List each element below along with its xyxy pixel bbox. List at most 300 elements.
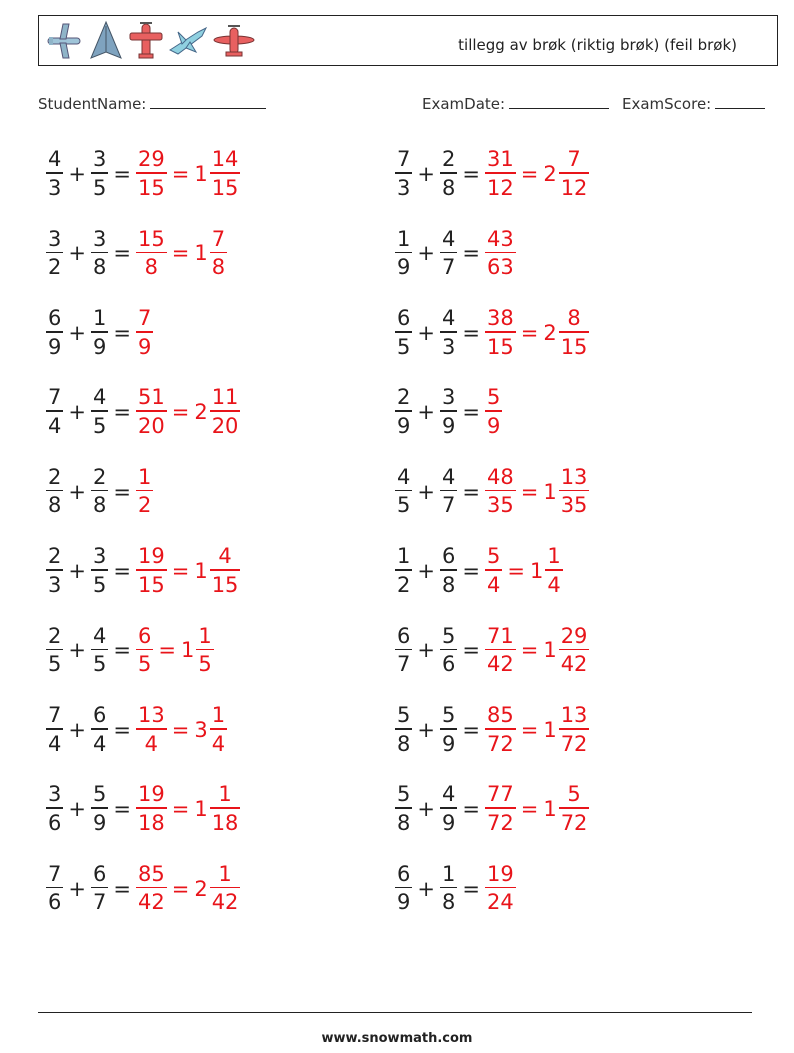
- problem-item: [395, 301, 589, 365]
- plus-sign: +: [417, 162, 435, 186]
- sum-fraction-denominator: 15: [486, 334, 514, 359]
- equals-sign: =: [171, 876, 190, 901]
- addend-fraction-denominator: 7: [441, 493, 456, 518]
- answer: [136, 226, 227, 280]
- exam-score-label: ExamScore:: [622, 95, 712, 113]
- plus-sign: +: [68, 400, 86, 425]
- addend-fraction-numerator: 7: [397, 147, 411, 172]
- equals-sign: =: [462, 241, 480, 266]
- sum-fraction-denominator: 18: [137, 810, 165, 835]
- sum-fraction-numerator: 6: [137, 623, 152, 648]
- mixed-whole: 1: [194, 559, 208, 583]
- answer: [485, 308, 589, 358]
- addend-fraction: [395, 308, 412, 358]
- mixed-denominator: 12: [560, 175, 588, 200]
- equals-sign: =: [171, 400, 190, 425]
- plus-sign: +: [417, 559, 435, 583]
- problem-item: [46, 301, 153, 365]
- sum-fraction-numerator: 43: [486, 226, 514, 251]
- problem-item: [395, 857, 516, 921]
- worksheet-title: tillegg av brøk (riktig brøk) (feil brøk): [458, 36, 737, 54]
- student-name-line: [150, 94, 266, 109]
- addend-fraction-denominator: 7: [397, 652, 411, 677]
- addend-fraction: [46, 623, 63, 677]
- addend-fraction-denominator: 8: [441, 175, 456, 200]
- mixed-denominator: 15: [211, 175, 239, 200]
- addend-fraction-denominator: 6: [48, 810, 62, 835]
- sum-fraction-denominator: 35: [486, 493, 514, 518]
- equals-sign: =: [520, 797, 539, 822]
- addend-fraction-numerator: 3: [48, 782, 62, 807]
- addend-fraction: [395, 705, 412, 755]
- addend-fraction-denominator: 4: [92, 731, 107, 756]
- sum-fraction-numerator: 7: [137, 306, 152, 331]
- equals-sign: =: [171, 162, 190, 186]
- answer: [136, 546, 240, 596]
- sum-fraction-numerator: 71: [486, 623, 514, 648]
- answer: [485, 387, 502, 437]
- problem-item: [46, 777, 240, 841]
- addend-fraction-numerator: 6: [48, 306, 62, 331]
- addend-fraction: [440, 387, 457, 437]
- plus-sign: +: [68, 162, 86, 186]
- addend-fraction-denominator: 5: [397, 493, 411, 518]
- addend-fraction: [395, 623, 412, 677]
- answer: [136, 784, 240, 834]
- problem-item: [395, 142, 589, 206]
- problem-item: [395, 221, 516, 285]
- addend-fraction: [395, 861, 412, 915]
- problem-item: [395, 698, 589, 762]
- sum-fraction-numerator: 51: [137, 385, 165, 410]
- mixed-fraction: [210, 387, 241, 437]
- addend-fraction-numerator: 5: [441, 703, 456, 728]
- addend-fraction-numerator: 6: [92, 861, 107, 886]
- addend-fraction-numerator: 2: [48, 544, 62, 569]
- sum-fraction-numerator: 13: [137, 703, 165, 728]
- sum-fraction-denominator: 4: [486, 572, 501, 597]
- exam-date-field: [422, 94, 609, 113]
- addend-fraction: [395, 546, 412, 596]
- addend-fraction-denominator: 4: [48, 731, 62, 756]
- problem-item: [46, 221, 227, 285]
- addend-fraction-numerator: 5: [92, 782, 107, 807]
- mixed-numerator: 4: [218, 544, 232, 569]
- sum-fraction-numerator: 15: [137, 226, 165, 251]
- mixed-whole: 1: [529, 559, 544, 583]
- problem-item: [46, 460, 153, 524]
- mixed-denominator: 72: [560, 810, 588, 835]
- plus-sign: +: [68, 797, 86, 822]
- addend-fraction: [46, 226, 63, 280]
- sum-fraction-numerator: 19: [137, 782, 165, 807]
- sum-fraction-numerator: 48: [486, 464, 514, 489]
- sum-fraction: [136, 546, 167, 596]
- problem-item: [395, 618, 589, 682]
- equals-sign: =: [520, 162, 539, 186]
- mixed-fraction: [559, 308, 590, 358]
- addend-fraction-numerator: 3: [441, 385, 456, 410]
- mixed-fraction: [210, 546, 241, 596]
- mixed-denominator: 5: [198, 652, 212, 677]
- mixed-numerator: 7: [567, 147, 581, 172]
- answer: [485, 149, 589, 199]
- mixed-fraction: [210, 226, 227, 280]
- addend-fraction-numerator: 6: [441, 544, 456, 569]
- addend-fraction: [395, 226, 412, 280]
- sum-fraction: [136, 308, 153, 358]
- equals-sign: =: [462, 479, 480, 504]
- mixed-numerator: 8: [567, 306, 581, 331]
- answer: [136, 705, 227, 755]
- equals-sign: =: [113, 320, 131, 345]
- mixed-denominator: 15: [560, 334, 588, 359]
- mixed-fraction: [559, 784, 590, 834]
- equals-sign: =: [113, 876, 131, 901]
- equals-sign: =: [462, 320, 480, 345]
- plus-sign: +: [68, 876, 86, 901]
- problem-item: [46, 857, 240, 921]
- addend-fraction: [91, 464, 108, 518]
- sum-fraction: [485, 623, 516, 677]
- addend-fraction-denominator: 9: [397, 413, 411, 438]
- sum-fraction-numerator: 5: [486, 385, 501, 410]
- mixed-numerator: 1: [211, 703, 226, 728]
- addend-fraction-denominator: 3: [397, 175, 411, 200]
- addend-fraction-denominator: 6: [441, 652, 456, 677]
- problem-item: [46, 142, 240, 206]
- plus-sign: +: [68, 241, 86, 266]
- addend-fraction-numerator: 1: [397, 226, 411, 251]
- plus-sign: +: [417, 320, 435, 345]
- addend-fraction-denominator: 3: [48, 175, 62, 200]
- addend-fraction-denominator: 5: [397, 334, 411, 359]
- footer-divider: [38, 1012, 752, 1013]
- answer: [485, 464, 589, 518]
- addend-fraction-numerator: 6: [397, 623, 411, 648]
- sum-fraction: [485, 861, 516, 915]
- addend-fraction-numerator: 2: [48, 464, 62, 489]
- plus-sign: +: [68, 479, 86, 504]
- plus-sign: +: [417, 400, 435, 425]
- sum-fraction: [136, 226, 167, 280]
- sum-fraction-numerator: 5: [486, 544, 501, 569]
- mixed-numerator: 1: [218, 861, 232, 886]
- answer: [136, 861, 240, 915]
- addend-fraction-numerator: 5: [441, 623, 456, 648]
- equals-sign: =: [113, 717, 131, 742]
- addend-fraction-denominator: 8: [92, 493, 107, 518]
- mixed-denominator: 4: [211, 731, 226, 756]
- addend-fraction-denominator: 2: [48, 255, 62, 280]
- mixed-whole: 3: [194, 717, 208, 742]
- addend-fraction: [440, 705, 457, 755]
- equals-sign: =: [507, 559, 525, 583]
- mixed-whole: 2: [194, 400, 208, 425]
- worksheet-header: [38, 15, 778, 66]
- addend-fraction-denominator: 5: [48, 652, 62, 677]
- addend-fraction: [91, 149, 108, 199]
- sum-fraction-denominator: 72: [486, 810, 514, 835]
- plus-sign: +: [417, 479, 435, 504]
- addend-fraction: [91, 705, 108, 755]
- equals-sign: =: [113, 162, 131, 186]
- answer: [136, 464, 153, 518]
- addend-fraction: [91, 308, 108, 358]
- mixed-fraction: [210, 149, 241, 199]
- student-name-field: [38, 94, 266, 113]
- mixed-denominator: 8: [211, 255, 226, 280]
- equals-sign: =: [520, 717, 539, 742]
- addend-fraction-numerator: 5: [397, 703, 411, 728]
- addend-fraction-numerator: 6: [397, 306, 411, 331]
- addend-fraction-numerator: 4: [48, 147, 62, 172]
- biplane-icon: [211, 20, 257, 62]
- addend-fraction: [46, 705, 63, 755]
- equals-sign: =: [520, 479, 539, 504]
- addend-fraction-numerator: 2: [48, 623, 62, 648]
- addend-fraction-denominator: 8: [397, 731, 411, 756]
- mixed-fraction: [559, 705, 590, 755]
- equals-sign: =: [520, 320, 539, 345]
- equals-sign: =: [462, 638, 480, 663]
- sum-fraction-denominator: 42: [486, 652, 514, 677]
- sum-fraction-numerator: 31: [486, 147, 514, 172]
- answer: [136, 387, 240, 437]
- mixed-numerator: 7: [211, 226, 226, 251]
- addend-fraction: [440, 308, 457, 358]
- equals-sign: =: [113, 479, 131, 504]
- addend-fraction-numerator: 2: [441, 147, 456, 172]
- sum-fraction-denominator: 12: [486, 175, 514, 200]
- addend-fraction: [440, 861, 457, 915]
- sum-fraction-denominator: 15: [137, 572, 165, 597]
- addend-fraction: [91, 623, 108, 677]
- addend-fraction-denominator: 7: [441, 255, 456, 280]
- mixed-fraction: [210, 705, 227, 755]
- problem-item: [46, 380, 240, 444]
- addend-fraction: [91, 784, 108, 834]
- problem-item: [46, 618, 214, 682]
- addend-fraction-denominator: 2: [397, 572, 411, 597]
- addend-fraction-numerator: 3: [48, 226, 62, 251]
- addend-fraction-denominator: 9: [441, 413, 456, 438]
- addend-fraction: [440, 546, 457, 596]
- sum-fraction-denominator: 8: [144, 255, 159, 280]
- sum-fraction: [136, 705, 167, 755]
- exam-score-field: [622, 94, 765, 113]
- addend-fraction: [46, 149, 63, 199]
- addend-fraction-denominator: 9: [441, 810, 456, 835]
- mixed-whole: 1: [543, 479, 557, 504]
- sum-fraction-numerator: 85: [486, 703, 514, 728]
- exam-score-line: [715, 94, 765, 109]
- addend-fraction: [46, 308, 63, 358]
- plus-sign: +: [417, 797, 435, 822]
- mixed-denominator: 15: [211, 572, 239, 597]
- sum-fraction: [485, 784, 516, 834]
- equals-sign: =: [113, 400, 131, 425]
- plus-sign: +: [417, 717, 435, 742]
- addend-fraction-denominator: 3: [48, 572, 62, 597]
- sum-fraction-denominator: 20: [137, 413, 165, 438]
- equals-sign: =: [113, 559, 131, 583]
- mixed-fraction: [559, 149, 590, 199]
- mixed-fraction: [196, 623, 213, 677]
- sum-fraction: [136, 861, 167, 915]
- jet-icon: [88, 20, 124, 62]
- mixed-whole: 1: [543, 797, 557, 822]
- plus-sign: +: [68, 717, 86, 742]
- sum-fraction-denominator: 2: [137, 493, 152, 518]
- sum-fraction-denominator: 15: [137, 175, 165, 200]
- sum-fraction: [485, 705, 516, 755]
- airplane-icon: [43, 20, 85, 62]
- addend-fraction: [395, 464, 412, 518]
- addend-fraction-numerator: 1: [441, 861, 456, 886]
- addend-fraction-denominator: 8: [92, 255, 107, 280]
- addend-fraction-denominator: 5: [92, 572, 107, 597]
- exam-date-line: [509, 94, 609, 109]
- addend-fraction-denominator: 9: [397, 890, 411, 915]
- addend-fraction-denominator: 5: [92, 652, 107, 677]
- sum-fraction: [485, 546, 502, 596]
- sum-fraction-numerator: 77: [486, 782, 514, 807]
- addend-fraction-denominator: 4: [48, 413, 62, 438]
- mixed-numerator: 1: [547, 544, 561, 569]
- mixed-whole: 1: [543, 638, 557, 663]
- problem-item: [395, 380, 502, 444]
- problem-item: [395, 539, 563, 603]
- addend-fraction-numerator: 7: [48, 861, 62, 886]
- addend-fraction-denominator: 9: [397, 255, 411, 280]
- addend-fraction-denominator: 9: [92, 334, 107, 359]
- addend-fraction-denominator: 8: [48, 493, 62, 518]
- problem-item: [395, 777, 589, 841]
- addend-fraction: [395, 149, 412, 199]
- mixed-denominator: 35: [560, 493, 588, 518]
- addend-fraction: [440, 226, 457, 280]
- mixed-fraction: [545, 546, 562, 596]
- sum-fraction-numerator: 19: [137, 544, 165, 569]
- plus-sign: +: [68, 320, 86, 345]
- propeller-plane-icon: [127, 20, 165, 62]
- addend-fraction-denominator: 8: [441, 572, 456, 597]
- addend-fraction-denominator: 9: [48, 334, 62, 359]
- addend-fraction: [395, 387, 412, 437]
- exam-date-label: ExamDate:: [422, 95, 506, 113]
- sum-fraction: [485, 464, 516, 518]
- addend-fraction-denominator: 8: [441, 890, 456, 915]
- addend-fraction: [91, 226, 108, 280]
- mixed-fraction: [559, 623, 590, 677]
- addend-fraction: [46, 464, 63, 518]
- equals-sign: =: [462, 162, 480, 186]
- mixed-numerator: 1: [218, 782, 232, 807]
- sum-fraction-denominator: 9: [137, 334, 152, 359]
- mixed-numerator: 14: [211, 147, 239, 172]
- addend-fraction-numerator: 4: [92, 623, 107, 648]
- sum-fraction: [136, 784, 167, 834]
- sum-fraction-denominator: 4: [144, 731, 159, 756]
- addend-fraction-denominator: 8: [397, 810, 411, 835]
- equals-sign: =: [462, 400, 480, 425]
- sum-fraction-denominator: 24: [486, 890, 514, 915]
- sum-fraction: [136, 387, 167, 437]
- sum-fraction-denominator: 72: [486, 731, 514, 756]
- sum-fraction-denominator: 5: [137, 652, 152, 677]
- sum-fraction-numerator: 1: [137, 464, 152, 489]
- addend-fraction: [440, 464, 457, 518]
- fighter-jet-icon: [168, 20, 208, 62]
- addend-fraction-denominator: 6: [48, 890, 62, 915]
- addend-fraction-numerator: 1: [397, 544, 411, 569]
- addend-fraction-numerator: 4: [441, 226, 456, 251]
- sum-fraction-numerator: 85: [137, 861, 165, 886]
- addend-fraction-numerator: 4: [441, 306, 456, 331]
- sum-fraction: [485, 149, 516, 199]
- mixed-fraction: [559, 464, 590, 518]
- mixed-numerator: 13: [560, 703, 588, 728]
- addend-fraction-denominator: 9: [92, 810, 107, 835]
- answer: [485, 861, 516, 915]
- addend-fraction: [46, 784, 63, 834]
- equals-sign: =: [113, 638, 131, 663]
- problem-item: [46, 698, 227, 762]
- mixed-numerator: 13: [560, 464, 588, 489]
- addend-fraction: [46, 861, 63, 915]
- mixed-denominator: 72: [560, 731, 588, 756]
- addend-fraction: [46, 546, 63, 596]
- addend-fraction: [395, 784, 412, 834]
- mixed-denominator: 20: [211, 413, 239, 438]
- mixed-denominator: 42: [560, 652, 588, 677]
- plus-sign: +: [417, 876, 435, 901]
- mixed-whole: 1: [543, 717, 557, 742]
- plus-sign: +: [417, 638, 435, 663]
- sum-fraction: [485, 226, 516, 280]
- addend-fraction-numerator: 3: [92, 226, 107, 251]
- mixed-whole: 1: [194, 162, 208, 186]
- answer: [485, 226, 516, 280]
- addend-fraction-numerator: 4: [441, 782, 456, 807]
- icon-strip: [43, 20, 257, 62]
- addend-fraction-denominator: 5: [92, 175, 107, 200]
- mixed-numerator: 29: [560, 623, 588, 648]
- equals-sign: =: [113, 241, 131, 266]
- mixed-whole: 1: [194, 797, 208, 822]
- equals-sign: =: [462, 797, 480, 822]
- equals-sign: =: [171, 717, 190, 742]
- sum-fraction-denominator: 63: [486, 255, 514, 280]
- addend-fraction-numerator: 2: [92, 464, 107, 489]
- problem-item: [46, 539, 240, 603]
- sum-fraction-numerator: 29: [137, 147, 165, 172]
- mixed-fraction: [210, 861, 241, 915]
- mixed-numerator: 5: [567, 782, 581, 807]
- addend-fraction-numerator: 7: [48, 385, 62, 410]
- mixed-denominator: 4: [547, 572, 561, 597]
- footer-url: www.snowmath.com: [321, 1031, 473, 1046]
- mixed-whole: 1: [194, 241, 208, 266]
- addend-fraction: [440, 784, 457, 834]
- addend-fraction-denominator: 7: [92, 890, 107, 915]
- addend-fraction: [440, 149, 457, 199]
- mixed-whole: 2: [543, 162, 557, 186]
- equals-sign: =: [462, 559, 480, 583]
- addend-fraction-numerator: 1: [92, 306, 107, 331]
- sum-fraction-denominator: 42: [137, 890, 165, 915]
